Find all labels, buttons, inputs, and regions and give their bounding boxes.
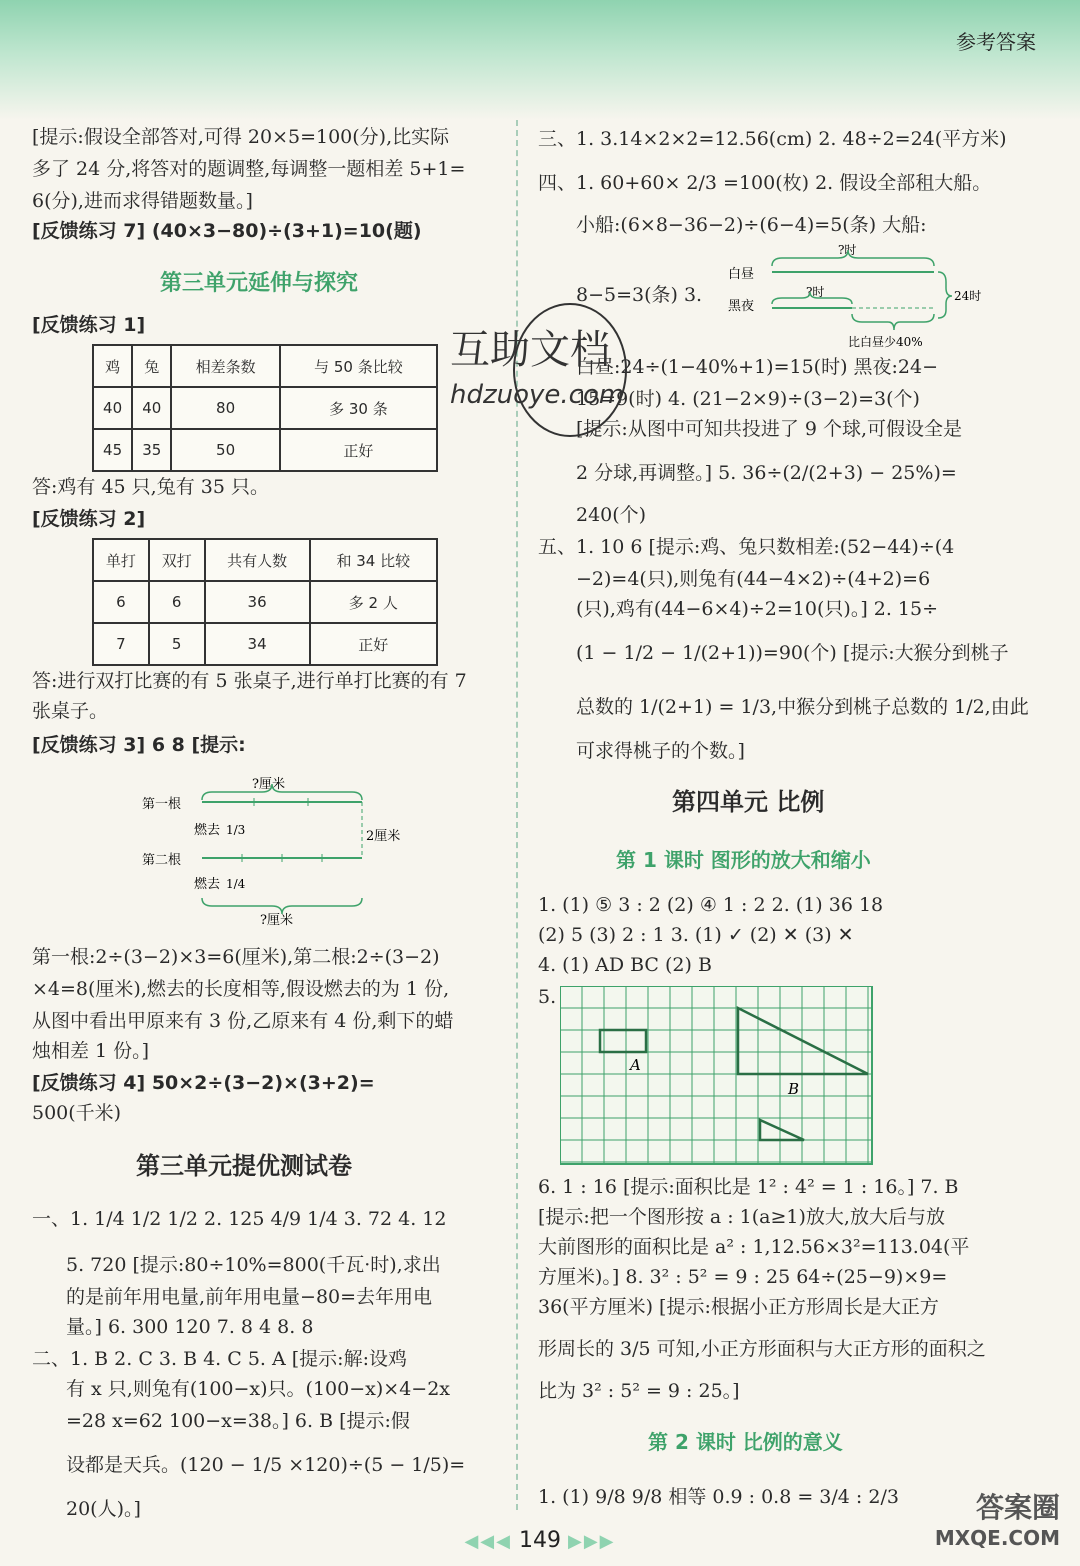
brace-bottom [202,898,362,914]
header-tag: 参考答案 [956,30,1036,54]
table-header-cell: 与 50 条比较 [280,345,437,387]
text-line: [提示:假设全部答对,可得 20×5=100(分),比实际 [32,126,450,148]
text-line: 三、1. 3.14×2×2=12.56(cm) 2. 48÷2=24(平方米) [538,128,1007,150]
arrow-left-icon: ◀◀◀ [464,1531,512,1552]
text-line: 2 分球,再调整。] 5. 36÷(2/(2+3) − 25%)= [576,462,957,484]
text-line: 4. (1) AD BC (2) B [538,954,712,976]
table-cell: 正好 [280,429,437,471]
arrow-right-icon: ▶▶▶ [568,1531,616,1552]
diagram-label: 1/3 [226,823,246,837]
text-line: 形周长的 3/5 可知,小正方形面积与大正方形的面积之 [538,1338,986,1360]
text-line: [提示:从图中可知共投进了 9 个球,可假设全是 [576,418,963,440]
text-line: 五、1. 10 6 [提示:鸡、兔只数相差:(52−44)÷(4 [538,536,955,558]
text-line: 从图中看出甲原来有 3 份,乙原来有 4 份,剩下的蜡 [32,1010,454,1032]
diagram-label: 24时 [954,289,982,303]
diagram-label: ?时 [806,285,825,299]
table-chicken-rabbit [92,344,438,472]
text-line: 的是前年用电量,前年用电量−80=去年用电 [66,1286,433,1308]
diagram-label: 白昼 [728,267,755,282]
text-line: 四、1. 60+60× 2/3 =100(枚) 2. 假设全部租大船。 [538,172,992,194]
text-line: 大前图形的面积比是 a² : 1,12.56×3²=113.04(平 [538,1236,970,1258]
section-title: 第三单元提优测试卷 [136,1151,352,1180]
diagram-label: ?厘米 [252,777,285,792]
diagram-label: 第二根 [142,853,182,868]
corner-watermark-top: 答案圈 [975,1491,1060,1524]
label-b: B [788,1080,800,1098]
text-line: 5. 720 [提示:80÷10%=800(千瓦·时),求出 [66,1254,441,1276]
candle-diagram [142,770,402,930]
text-line: 1. (1) 9/8 9/8 相等 0.9 : 0.8 = 3/4 : 2/3 [538,1486,899,1508]
table-header-cell: 共有人数 [205,539,310,581]
table-cell: 40 [132,387,171,429]
table-header-cell: 单打 [93,539,149,581]
table-cell: 6 [93,581,149,623]
text-line: 可求得桃子的个数。] [576,740,745,762]
watermark-url: hdzuoye.com [450,380,625,410]
text-line: 设都是天兵。(120 − 1/5 ×120)÷(5 − 1/5)= [66,1454,466,1476]
lesson-title: 第 1 课时 图形的放大和缩小 [616,848,871,872]
text-line: 6(分),进而求得错题数量。] [32,190,253,212]
unit-title: 第四单元 比例 [672,787,825,816]
text-line: 有 x 只,则兔有(100−x)只。(100−x)×4−2x [66,1378,451,1400]
table-cell: 7 [93,623,149,665]
text-line: −2)=4(只),则兔有(44−4×2)÷(4+2)=6 [576,568,931,590]
table-header-cell: 和 34 比较 [310,539,437,581]
text-line: (只),鸡有(44−6×4)÷2=10(只)。] 2. 15÷ [576,598,939,620]
lesson-title: 第 2 课时 比例的意义 [648,1430,843,1454]
text-line: (2) 5 (3) 2 : 1 3. (1) ✓ (2) ✕ (3) ✕ [538,924,854,946]
answer-line: 答:鸡有 45 只,兔有 35 只。 [32,476,269,498]
table-cell: 40 [93,387,132,429]
diagram-label: 第一根 [142,797,182,812]
text-line: 量。] 6. 300 120 7. 8 4 8. 8 [66,1316,314,1338]
table-cell: 正好 [310,623,437,665]
text-line: 多了 24 分,将答对的题调整,每调整一题相差 5+1= [32,158,466,180]
page-footer [0,1528,1080,1553]
text-line: 500(千米) [32,1102,122,1124]
table-cell: 80 [171,387,280,429]
grid-figure [560,986,874,1166]
corner-watermark-bottom: MXQE.COM [934,1526,1060,1550]
diagram-label: 2厘米 [366,829,401,844]
diagram-label: ?厘米 [260,913,293,928]
table-header-cell: 相差条数 [171,345,280,387]
diagram-label: 燃去 [194,823,221,838]
text-line: 二、1. B 2. C 3. B 4. C 5. A [提示:解:设鸡 [32,1348,407,1370]
page-number: 149 [519,1528,561,1553]
feedback-label: [反馈练习 1] [32,314,146,336]
text-line: ×4=8(厘米),燃去的长度相等,假设燃去的为 1 份, [32,978,450,1000]
text-line: (1 − 1/2 − 1/(2+1))=90(个) [提示:大猴分到桃子 [576,642,1009,664]
brace-right [938,272,952,318]
text-line: 6. 1 : 16 [提示:面积比是 1² : 4² = 1 : 16。] 7. B [538,1176,959,1198]
table-header-cell: 双打 [149,539,205,581]
text-line: 方厘米)。] 8. 3² : 5² = 9 : 25 64÷(25−9)×9= [538,1266,948,1288]
diagram-label: 黑夜 [728,299,755,314]
text-line: [反馈练习 4] 50×2÷(3−2)×(3+2)= [32,1072,375,1094]
table-cell: 50 [171,429,280,471]
text-line: 一、1. 1/4 1/2 1/2 2. 125 4/9 1/4 3. 72 4. 12 [32,1208,447,1230]
text-line: =28 x=62 100−x=38。] 6. B [提示:假 [66,1410,410,1432]
answer-line: 张桌子。 [32,700,109,722]
feedback-label: [反馈练习 3] 6 8 [提示: [32,734,246,756]
text-line: 白昼:24÷(1−40%+1)=15(时) 黑夜:24− [576,356,939,378]
table-cell: 36 [205,581,310,623]
table-cell: 5 [149,623,205,665]
diagram-label: ?时 [838,243,857,257]
text-line: [反馈练习 7] (40×3−80)÷(3+1)=10(题) [32,220,422,242]
text-line: [提示:把一个图形按 a : 1(a≥1)放大,放大后与放 [538,1206,945,1228]
table-cell: 35 [132,429,171,471]
watermark-text: 互助文档 [450,327,610,373]
text-line: 烛相差 1 份。] [32,1040,150,1062]
table-cell: 6 [149,581,205,623]
feedback-label: [反馈练习 2] [32,508,146,530]
watermark [450,300,680,440]
text-line: 比为 3² : 5² = 9 : 25。] [538,1380,740,1402]
text-line: 240(个) [576,504,647,526]
answer-line: 答:进行双打比赛的有 5 张桌子,进行单打比赛的有 7 [32,670,467,692]
text-line: 1. (1) ⑤ 3 : 2 (2) ④ 1 : 2 2. (1) 36 18 [538,894,884,916]
day-night-diagram [728,238,988,354]
text-line: 8−5=3(条) 3. [576,284,703,306]
table-cell: 多 30 条 [280,387,437,429]
brace-bottom [852,314,934,330]
table-header-cell: 鸡 [93,345,132,387]
header-band [0,0,1080,120]
text-line: 5. [538,986,557,1008]
table-cell: 多 2 人 [310,581,437,623]
label-a: A [630,1056,641,1074]
text-line: 36(平方厘米) [提示:根据小正方形周长是大正方 [538,1296,939,1318]
diagram-label: 燃去 [194,877,221,892]
table-table-tennis [92,538,438,666]
diagram-label: 比白昼少40% [848,335,923,349]
table-cell: 34 [205,623,310,665]
table-cell: 45 [93,429,132,471]
table-header-cell: 兔 [132,345,171,387]
text-line: 总数的 1/(2+1) = 1/3,中猴分到桃子总数的 1/2,由此 [576,696,1029,718]
section-title: 第三单元延伸与探究 [160,271,359,296]
text-line: 15=9(时) 4. (21−2×9)÷(3−2)=3(个) [576,388,920,410]
text-line: 20(人)。] [66,1498,141,1520]
diagram-label: 1/4 [226,877,246,891]
text-line: 第一根:2÷(3−2)×3=6(厘米),第二根:2÷(3−2) [32,946,440,968]
text-line: 小船:(6×8−36−2)÷(6−4)=5(条) 大船: [576,214,927,236]
